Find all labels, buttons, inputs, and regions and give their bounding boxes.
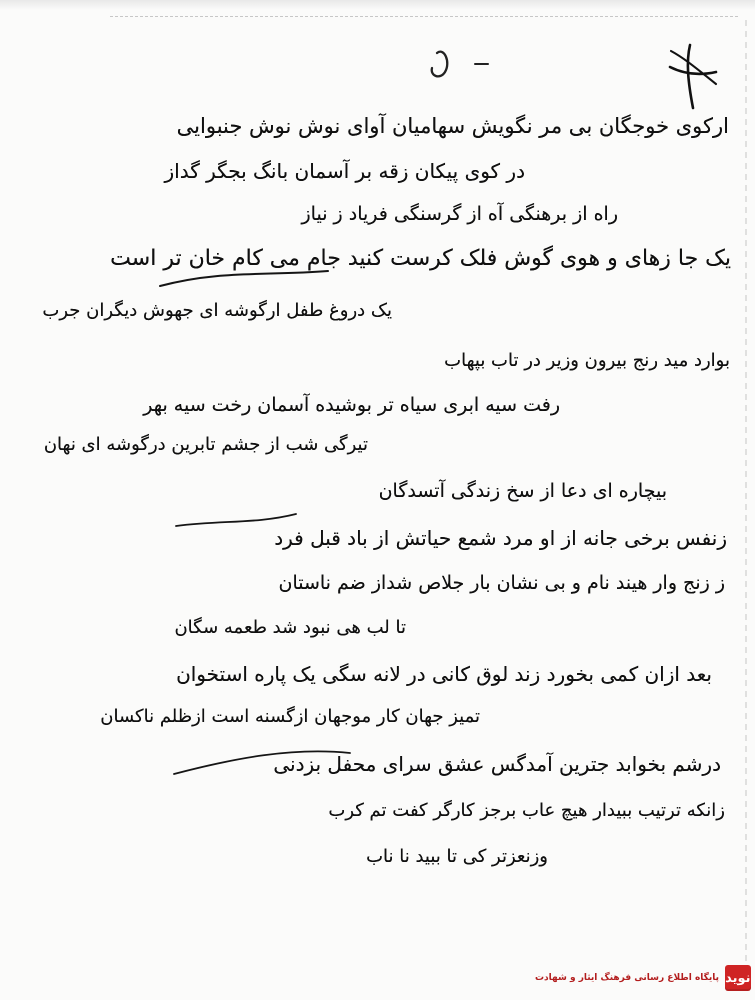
watermark-logo: نوید (725, 965, 750, 991)
handwritten-line-12: تا لب هی نبود شد طعمه سگان (174, 617, 406, 638)
handwritten-line-6: بوارد مید رنج بیرون وزیر در تاب بپهاب (444, 350, 730, 371)
site-watermark (535, 964, 751, 992)
handwritten-line-7: رفت سیه ابری سیاه تر بوشیده آسمان رخت سیه بهر (143, 394, 560, 416)
handwritten-line-13: بعد ازان کمی بخورد زند لوق کانی در لانه سگی یک پاره استخوان (176, 662, 712, 686)
line-flourish-2 (176, 514, 296, 526)
line-flourish-1 (160, 271, 328, 286)
handwritten-line-17: وزنعزتر کی تا ببید نا ناب (366, 846, 548, 867)
handwritten-line-11: ز زنج وار هیند نام و بی نشان بار جلاص شداز ضم ناستان (278, 572, 725, 594)
handwritten-line-16: زانکه ترتیب ببیدار هیچ عاب برجز کارگر کفت تم کرب (328, 800, 725, 821)
handwritten-line-9: بیچاره ای دعا از سخ زندگی آتسدگان (378, 480, 667, 502)
handwritten-line-8: تیرگی شب از جشم تابرین درگوشه ای نهان (43, 434, 368, 455)
handwritten-line-1: ارکوی خوجگان بی مر نگویش سهامیان آوای نوش نوش جنبوایی (176, 114, 729, 138)
handwritten-line-10: زنفس برخی جانه از او مرد شمع حیاتش از باد قبل فرد (274, 526, 727, 550)
top-scribble-mark (432, 52, 448, 77)
handwritten-line-5: یک دروغ طفل ارگوشه ای جهوش دیگران جرب (42, 300, 392, 321)
handwritten-line-2: در کوی پیکان زقه بر آسمان بانگ بجگر گداز (164, 159, 525, 183)
corner-cross-diagonal (671, 51, 716, 84)
handwritten-line-15: درشم بخوابد جترین آمدگس عشق سرای محفل بزدنی (273, 752, 721, 776)
handwritten-line-14: تمیز جهان کار موجهان ازگسنه است ازظلم ناکسان (100, 706, 480, 727)
watermark-caption: پایگاه اطلاع رسانی فرهنگ ایثار و شهادت (535, 973, 720, 983)
handwritten-line-3: راه از برهنگی آه از گرسنگی فریاد ز نیاز (301, 203, 618, 225)
handwritten-line-4: یک جا زهای و هوی گوش فلک کرست کنید جام می کام خان تر است (110, 246, 731, 271)
